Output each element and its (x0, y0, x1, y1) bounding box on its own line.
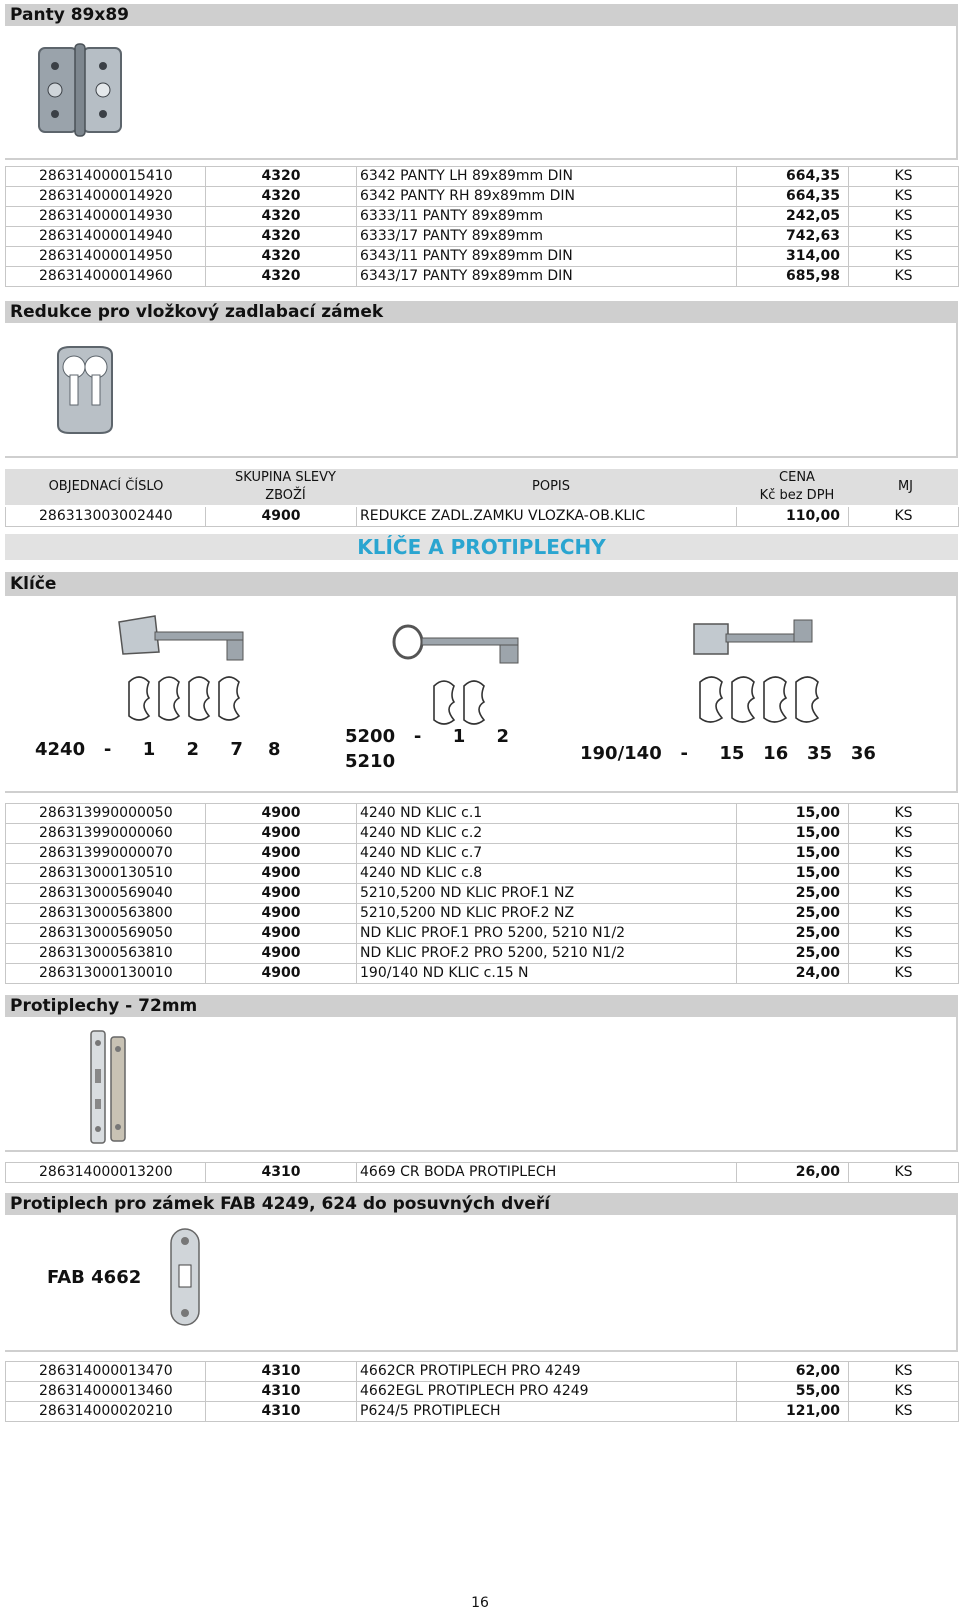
header-price-line2: Kč bez DPH (759, 488, 835, 503)
table-row: 286313000563810 4900 ND KLIC PROF.2 PRO 5200, 5210 N1/2 25,00 KS (6, 944, 959, 964)
table-row: 286313990000060 4900 4240 ND KLIC c.2 15,00 KS (6, 824, 959, 844)
table-row: 286314000013460 4310 4662EGL PROTIPLECH PRO 4249 55,00 KS (6, 1382, 959, 1402)
category-banner: KLÍČE A PROTIPLECHY (5, 534, 958, 560)
fab-label: FAB 4662 (47, 1267, 142, 1288)
strike-plate-image (87, 1029, 137, 1145)
table-row: 286313003002440 4900 REDUKCE ZADL.ZAMKU VLOZKA-OB.KLIC 110,00 KS (6, 507, 959, 527)
table-row: 286314000013200 4310 4669 CR BODA PROTIPLECH 26,00 KS (6, 1163, 959, 1183)
table-row: 286313990000070 4900 4240 ND KLIC c.7 15,00 KS (6, 844, 959, 864)
table-header (5, 469, 958, 505)
table-row: 286313990000050 4900 4240 ND KLIC c.1 15,00 KS (6, 804, 959, 824)
header-group-line1: SKUPINA SLEVY (235, 470, 336, 485)
key-5200-label: 5200 - 1 2 (345, 726, 510, 747)
key-5210-label: 5210 (345, 751, 396, 772)
header-desc: POPIS (532, 479, 570, 494)
header-price-line1: CENA (779, 470, 815, 485)
protiplechy-table (5, 1162, 959, 1183)
table-row: 286313000569050 4900 ND KLIC PROF.1 PRO 5200, 5210 N1/2 25,00 KS (6, 924, 959, 944)
section-title-klice: Klíče (5, 572, 958, 596)
page-number: 16 (471, 1595, 489, 1611)
klice-image-area (5, 596, 958, 793)
protiplechy-image-area (5, 1017, 958, 1152)
fab-image-area (5, 1215, 958, 1352)
table-row: 286314000014930 4320 6333/11 PANTY 89x89mm 242,05 KS (6, 207, 959, 227)
table-row: 286314000013470 4310 4662CR PROTIPLECH PRO 4249 62,00 KS (6, 1362, 959, 1382)
hinge-image (35, 42, 125, 138)
section-title-redukce: Redukce pro vložkový zadlabací zámek (5, 301, 958, 323)
klice-table (5, 803, 959, 984)
table-row: 286313000130010 4900 190/140 ND KLIC c.15 N 24,00 KS (6, 964, 959, 984)
reducer-image (50, 345, 120, 435)
key-4240-image (115, 612, 255, 742)
redukce-table (5, 507, 959, 527)
table-row: 286313000130510 4900 4240 ND KLIC c.8 15,00 KS (6, 864, 959, 884)
table-row: 286314000014940 4320 6333/17 PANTY 89x89mm 742,63 KS (6, 227, 959, 247)
panty-table (5, 166, 959, 287)
header-code: OBJEDNACÍ ČÍSLO (48, 479, 164, 494)
key-5200-image (390, 610, 530, 740)
fab-table (5, 1361, 959, 1422)
section-title-panty: Panty 89x89 (5, 4, 958, 26)
table-row: 286313000569040 4900 5210,5200 ND KLIC PROF.1 NZ 25,00 KS (6, 884, 959, 904)
table-row: 286314000020210 4310 P624/5 PROTIPLECH 121,00 KS (6, 1402, 959, 1422)
section-title-protiplechy: Protiplechy - 72mm (5, 995, 958, 1017)
panty-image-area (5, 26, 958, 160)
key-4240-label: 4240 - 1 2 7 8 (35, 739, 281, 760)
fab-strike-plate-image (165, 1227, 205, 1327)
redukce-image-area (5, 323, 958, 458)
table-row: 286314000014920 4320 6342 PANTY RH 89x89mm DIN 664,35 KS (6, 187, 959, 207)
key-190-label: 190/140 - 15 16 35 36 (580, 743, 876, 764)
table-row: 286313000563800 4900 5210,5200 ND KLIC PROF.2 NZ 25,00 KS (6, 904, 959, 924)
key-190-image (690, 610, 840, 740)
table-row: 286314000014950 4320 6343/11 PANTY 89x89mm DIN 314,00 KS (6, 247, 959, 267)
header-unit: MJ (897, 479, 914, 494)
table-row: 286314000014960 4320 6343/17 PANTY 89x89mm DIN 685,98 KS (6, 267, 959, 287)
section-title-fab: Protiplech pro zámek FAB 4249, 624 do posuvných dveří (5, 1193, 958, 1215)
table-row: 286314000015410 4320 6342 PANTY LH 89x89mm DIN 664,35 KS (6, 167, 959, 187)
header-group-line2: ZBOŽÍ (265, 488, 306, 503)
